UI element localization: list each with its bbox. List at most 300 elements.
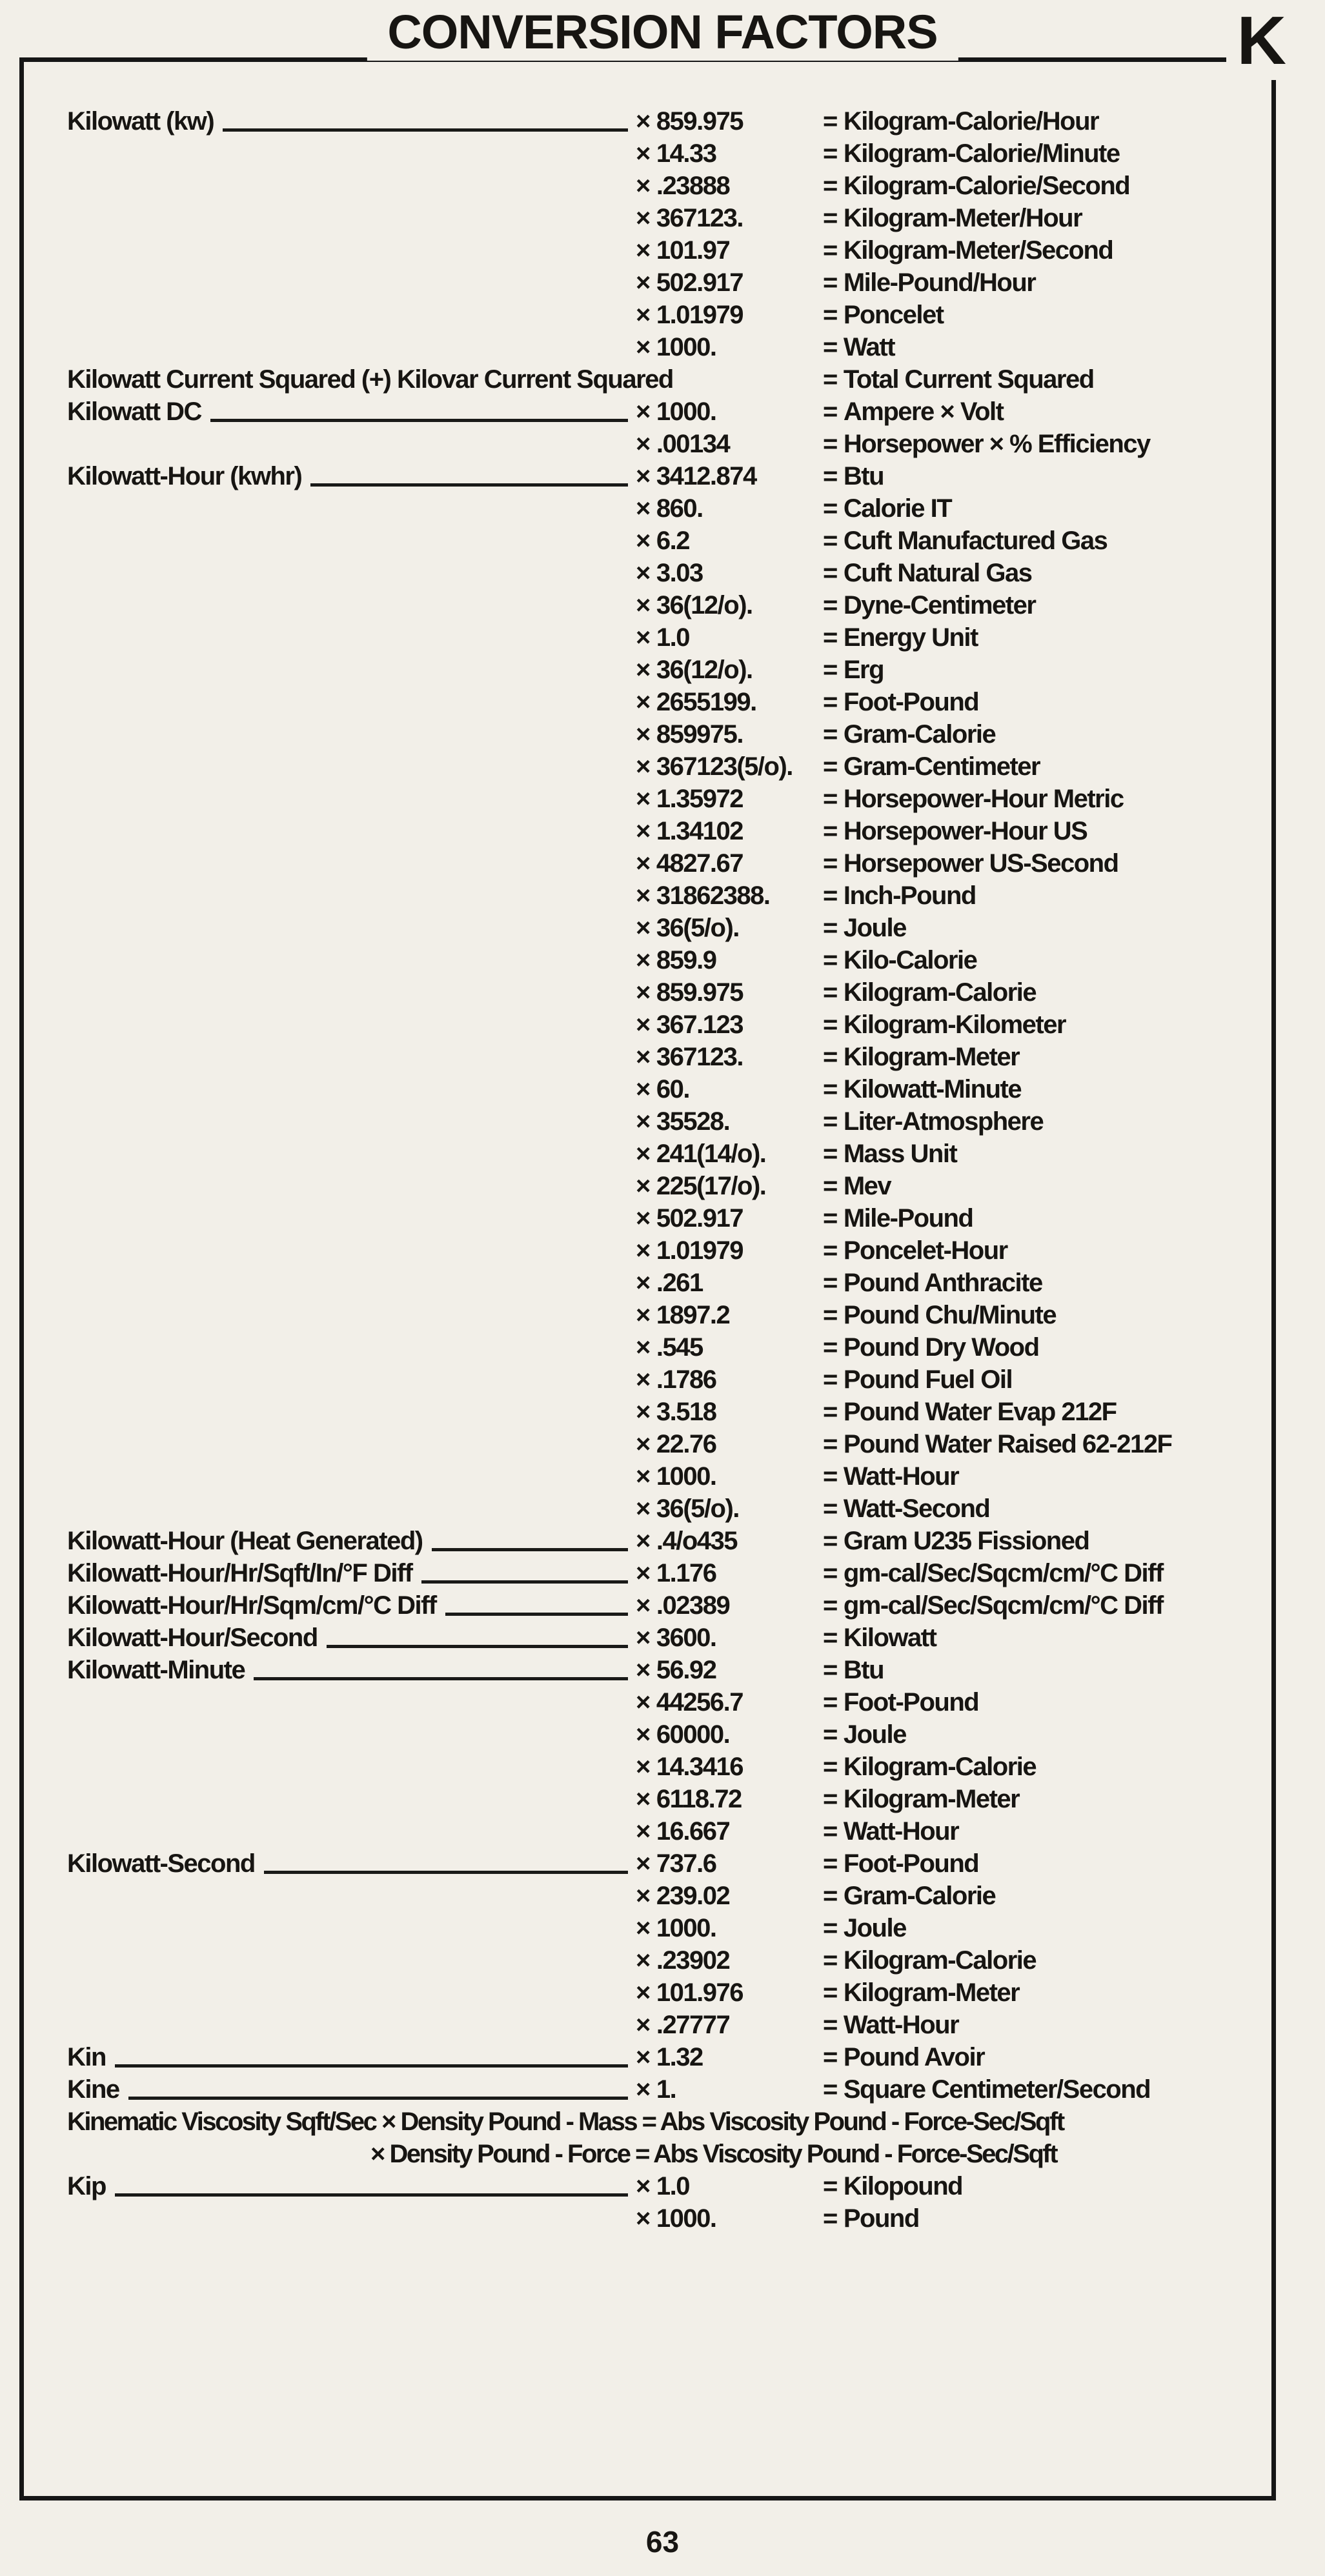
equals-sign: = [823, 268, 837, 297]
equals-sign: = [823, 752, 837, 781]
equals-sign: = [823, 2011, 837, 2039]
leader-line [310, 483, 628, 487]
section-letter: K [1226, 6, 1297, 80]
factor-value: 1897.2 [656, 1301, 730, 1329]
multiply-sign: × [636, 1462, 650, 1491]
multiply-sign: × [636, 1849, 650, 1878]
equals-sign: = [823, 1914, 837, 1942]
result-value: Kilogram-Meter [843, 1785, 1020, 1813]
factor-value: 1000. [656, 1914, 716, 1942]
equals-sign: = [823, 2172, 837, 2200]
multiply-sign: × [636, 1817, 650, 1846]
table-row [67, 525, 1235, 557]
multiply-sign: × [636, 1591, 650, 1620]
table-row [67, 1363, 1235, 1396]
factor-value: 1. [656, 2075, 676, 2104]
result-value: Kilowatt-Minute [843, 1075, 1022, 1103]
table-row [67, 1299, 1235, 1331]
table-row [67, 1815, 1235, 1847]
factor-value: 367123. [656, 1043, 743, 1071]
equals-sign: = [823, 656, 837, 684]
result-cell [823, 1234, 1235, 1267]
result-cell [823, 1847, 1235, 1880]
factor-value: .545 [656, 1333, 703, 1362]
factor-cell [636, 1944, 823, 1977]
result-value: Joule [843, 914, 906, 942]
equals-sign: = [823, 1494, 837, 1523]
multiply-sign: × [636, 688, 650, 716]
factor-value: 56.92 [656, 1656, 716, 1684]
multiply-sign: × [636, 881, 650, 910]
equals-sign: = [823, 2075, 837, 2104]
label-cell [67, 2073, 636, 2106]
equals-sign: = [823, 559, 837, 587]
result-value: Kilogram-Calorie/Minute [843, 139, 1120, 168]
result-cell [823, 1428, 1235, 1460]
factor-value: 1.01979 [656, 1236, 743, 1265]
result-cell [823, 170, 1235, 202]
result-cell [823, 1041, 1235, 1073]
label-cell [67, 105, 636, 137]
table-row [67, 1944, 1235, 1977]
factor-value: 6118.72 [656, 1785, 742, 1813]
factor-cell [636, 170, 823, 202]
result-cell [823, 880, 1235, 912]
equals-sign: = [823, 1462, 837, 1491]
equals-sign: = [823, 365, 837, 394]
factor-value: 60. [656, 1075, 689, 1103]
factor-cell [636, 1363, 823, 1396]
factor-value: .261 [656, 1269, 703, 1297]
table-row [67, 202, 1235, 234]
multiply-sign: × [636, 1011, 650, 1039]
factor-value: 16.667 [656, 1817, 730, 1846]
factor-value: 737.6 [656, 1849, 716, 1878]
table-row [67, 686, 1235, 718]
table-row [67, 1009, 1235, 1041]
result-cell [823, 396, 1235, 428]
table-row [67, 1105, 1235, 1138]
equals-sign: = [823, 591, 837, 619]
result-cell [823, 492, 1235, 525]
multiply-sign: × [636, 1559, 650, 1587]
multiply-sign: × [636, 1398, 650, 1426]
multiply-sign: × [636, 559, 650, 587]
result-value: Pound Water Raised 62-212F [843, 1430, 1172, 1458]
table-row [67, 1331, 1235, 1363]
result-cell [823, 363, 1235, 396]
result-cell [823, 1944, 1235, 1977]
result-cell [823, 1396, 1235, 1428]
result-cell [823, 428, 1235, 460]
equals-sign: = [823, 720, 837, 749]
table-row [67, 2073, 1235, 2106]
table-row [67, 396, 1235, 428]
result-value: Kilo-Calorie [843, 946, 977, 974]
factor-value: 1000. [656, 333, 716, 361]
result-value: Poncelet-Hour [843, 1236, 1007, 1265]
table-row [67, 1041, 1235, 1073]
result-cell [823, 1977, 1235, 2009]
multiply-sign: × [636, 430, 650, 458]
multiply-sign: × [636, 462, 650, 490]
result-value: Gram-Calorie [843, 720, 996, 749]
multiply-sign: × [636, 494, 650, 523]
result-value: Mass Unit [843, 1140, 957, 1168]
table-row [67, 1622, 1235, 1654]
table-row [67, 1912, 1235, 1944]
factor-cell [636, 557, 823, 589]
table-row [67, 1525, 1235, 1557]
equals-sign: = [823, 1591, 837, 1620]
result-value: Horsepower-Hour Metric [843, 785, 1124, 813]
factor-value: 859975. [656, 720, 743, 749]
factor-value: 44256.7 [656, 1688, 743, 1716]
equals-sign: = [823, 1075, 837, 1103]
factor-cell [636, 1557, 823, 1589]
leader-line [128, 2097, 628, 2100]
factor-cell [636, 912, 823, 944]
leader-line [327, 1645, 628, 1648]
table-row [67, 783, 1235, 815]
multiply-sign: × [636, 591, 650, 619]
label-cell [67, 1525, 636, 1557]
equals-sign: = [823, 849, 837, 878]
label-cell [67, 1557, 636, 1589]
page-number: 63 [645, 2525, 680, 2559]
equals-sign: = [823, 1946, 837, 1975]
result-cell [823, 750, 1235, 783]
factor-cell [636, 1847, 823, 1880]
result-value: Mile-Pound/Hour [843, 268, 1036, 297]
factor-cell [636, 1654, 823, 1686]
factor-value: 3600. [656, 1624, 716, 1652]
factor-value: 367.123 [656, 1011, 743, 1039]
multiply-sign: × [636, 107, 650, 136]
table-row [67, 880, 1235, 912]
factor-cell [636, 1815, 823, 1847]
equals-sign: = [823, 1753, 837, 1781]
table-row [67, 2041, 1235, 2073]
result-value: Watt [843, 333, 895, 361]
factor-value: 36(12/o). [656, 591, 753, 619]
factor-cell [636, 2073, 823, 2106]
table-row [67, 1589, 1235, 1622]
result-value: Watt-Hour [843, 2011, 959, 2039]
result-value: Inch-Pound [843, 881, 976, 910]
factor-cell [636, 1912, 823, 1944]
unit-label: Kilowatt-Hour/Hr/Sqft/In/°F Diff [67, 1559, 412, 1587]
equals-sign: = [823, 527, 837, 555]
result-value: Kilogram-Meter [843, 1043, 1020, 1071]
factor-value: 1000. [656, 1462, 716, 1491]
result-value: Pound Fuel Oil [843, 1365, 1013, 1394]
result-value: Kilogram-Meter/Hour [843, 204, 1082, 232]
result-cell [823, 331, 1235, 363]
result-cell [823, 557, 1235, 589]
table-row [67, 1396, 1235, 1428]
multiply-sign: × [636, 1527, 650, 1555]
table-row [67, 2170, 1235, 2202]
table-row [67, 912, 1235, 944]
label-cell [67, 1589, 636, 1622]
factor-value: 502.917 [656, 268, 743, 297]
equals-sign: = [823, 688, 837, 716]
multiply-sign: × [636, 236, 650, 265]
multiply-sign: × [636, 2011, 650, 2039]
result-cell [823, 202, 1235, 234]
result-cell [823, 718, 1235, 750]
result-cell [823, 460, 1235, 492]
leader-line [421, 1580, 628, 1584]
leader-line [115, 2193, 628, 2197]
result-cell [823, 1622, 1235, 1654]
multiply-sign: × [636, 1140, 650, 1168]
table-row [67, 2106, 1235, 2138]
multiply-sign: × [636, 656, 650, 684]
multiply-sign: × [636, 1978, 650, 2007]
result-value: Foot-Pound [843, 1688, 979, 1716]
factor-cell [636, 2170, 823, 2202]
multiply-sign: × [636, 720, 650, 749]
result-value: Kilogram-Kilometer [843, 1011, 1066, 1039]
equals-sign: = [823, 1527, 837, 1555]
result-value: Pound Water Evap 212F [843, 1398, 1117, 1426]
factor-cell [636, 1234, 823, 1267]
multiply-sign: × [636, 817, 650, 845]
equals-sign: = [823, 1656, 837, 1684]
equals-sign: = [823, 785, 837, 813]
result-value: Watt-Hour [843, 1817, 959, 1846]
factor-cell [636, 1525, 823, 1557]
table-row [67, 976, 1235, 1009]
result-cell [823, 299, 1235, 331]
table-row [67, 847, 1235, 880]
result-cell [823, 1557, 1235, 1589]
factor-cell [636, 1428, 823, 1460]
result-cell [823, 1105, 1235, 1138]
label-cell [67, 1654, 636, 1686]
equals-sign: = [823, 107, 837, 136]
table-row [67, 428, 1235, 460]
result-value: Kilogram-Calorie/Hour [843, 107, 1099, 136]
multiply-sign: × [636, 1914, 650, 1942]
equals-sign: = [823, 1333, 837, 1362]
leader-line [223, 128, 628, 132]
equals-sign: = [823, 494, 837, 523]
factor-cell [636, 1331, 823, 1363]
result-cell [823, 1718, 1235, 1751]
factor-value: 367123(5/o). [656, 752, 793, 781]
multiply-sign: × [636, 1043, 650, 1071]
factor-value: 14.33 [656, 139, 716, 168]
factor-value: .1786 [656, 1365, 716, 1394]
multiply-sign: × [636, 752, 650, 781]
factor-value: 4827.67 [656, 849, 743, 878]
table-row [67, 105, 1235, 137]
result-value: Kilogram-Calorie [843, 1753, 1037, 1781]
table-row [67, 170, 1235, 202]
factor-cell [636, 1009, 823, 1041]
factor-value: 6.2 [656, 527, 689, 555]
multiply-sign: × [636, 397, 650, 426]
equals-sign: = [823, 204, 837, 232]
factor-cell [636, 880, 823, 912]
factor-cell [636, 202, 823, 234]
leader-line [115, 2064, 628, 2068]
multiply-sign: × [636, 2172, 650, 2200]
factor-value: 241(14/o). [656, 1140, 766, 1168]
result-value: Watt-Second [843, 1494, 990, 1523]
equals-sign: = [823, 914, 837, 942]
factor-value: 1.32 [656, 2043, 703, 2071]
factor-cell [636, 783, 823, 815]
multiply-sign: × [636, 1107, 650, 1136]
multiply-sign: × [636, 1172, 650, 1200]
equals-sign: = [823, 1107, 837, 1136]
factor-cell [636, 847, 823, 880]
multiply-sign: × [636, 1365, 650, 1394]
label-cell [67, 460, 636, 492]
factor-value: 1.01979 [656, 301, 743, 329]
equals-sign: = [823, 1720, 837, 1749]
table-row [67, 718, 1235, 750]
factor-value: 60000. [656, 1720, 730, 1749]
result-value: Horsepower US-Second [843, 849, 1118, 878]
factor-cell [636, 1589, 823, 1622]
equals-sign: = [823, 946, 837, 974]
factor-cell [636, 1718, 823, 1751]
table-row [67, 1170, 1235, 1202]
result-cell [823, 1363, 1235, 1396]
result-value: Total Current Squared [843, 365, 1094, 394]
equals-sign: = [823, 881, 837, 910]
result-cell [823, 847, 1235, 880]
factor-cell [636, 492, 823, 525]
result-cell [823, 686, 1235, 718]
result-value: Liter-Atmosphere [843, 1107, 1044, 1136]
factor-cell [636, 1202, 823, 1234]
multiply-sign: × [636, 1656, 650, 1684]
result-cell [823, 1138, 1235, 1170]
multiply-sign: × [636, 1946, 650, 1975]
conversion-table [67, 105, 1235, 2235]
equals-sign: = [823, 1236, 837, 1265]
result-cell [823, 525, 1235, 557]
factor-cell [636, 1880, 823, 1912]
multiply-sign: × [636, 1720, 650, 1749]
result-cell [823, 654, 1235, 686]
equation-text: × Density Pound - Force = Abs Viscosity Pound - Force-Sec/Sqft [370, 2140, 1057, 2168]
label-cell [67, 396, 636, 428]
result-cell [823, 1009, 1235, 1041]
multiply-sign: × [636, 1785, 650, 1813]
result-value: Kilopound [843, 2172, 963, 2200]
multiply-sign: × [636, 849, 650, 878]
factor-cell [636, 2041, 823, 2073]
leader-line [264, 1871, 628, 1874]
table-row [67, 1686, 1235, 1718]
factor-value: 859.975 [656, 978, 743, 1007]
factor-value: 860. [656, 494, 703, 523]
equals-sign: = [823, 1140, 837, 1168]
multiply-sign: × [636, 978, 650, 1007]
result-value: Btu [843, 462, 884, 490]
result-cell [823, 1783, 1235, 1815]
multiply-sign: × [636, 1075, 650, 1103]
equals-sign: = [823, 462, 837, 490]
result-cell [823, 2202, 1235, 2235]
result-value: Watt-Hour [843, 1462, 959, 1491]
equals-sign: = [823, 1849, 837, 1878]
result-value: Joule [843, 1914, 906, 1942]
result-value: Kilogram-Calorie/Second [843, 172, 1130, 200]
factor-cell [636, 1170, 823, 1202]
equals-sign: = [823, 1978, 837, 2007]
factor-cell [636, 976, 823, 1009]
result-value: Joule [843, 1720, 906, 1749]
leader-line [445, 1613, 628, 1616]
factor-cell [636, 686, 823, 718]
table-row [67, 492, 1235, 525]
table-row [67, 267, 1235, 299]
equals-sign: = [823, 301, 837, 329]
equals-sign: = [823, 172, 837, 200]
result-value: Foot-Pound [843, 1849, 979, 1878]
result-value: Mile-Pound [843, 1204, 973, 1233]
result-value: Energy Unit [843, 623, 978, 652]
result-value: Pound Anthracite [843, 1269, 1042, 1297]
result-cell [823, 1493, 1235, 1525]
table-row [67, 1202, 1235, 1234]
result-cell [823, 267, 1235, 299]
factor-value: 3412.874 [656, 462, 756, 490]
unit-label: Kilowatt-Hour/Hr/Sqm/cm/°C Diff [67, 1591, 436, 1620]
factor-value: .23902 [656, 1946, 730, 1975]
unit-label: Kin [67, 2043, 106, 2071]
factor-value: .02389 [656, 1591, 730, 1620]
factor-cell [636, 525, 823, 557]
factor-cell [636, 1041, 823, 1073]
equals-sign: = [823, 817, 837, 845]
result-cell [823, 1202, 1235, 1234]
factor-cell [636, 1396, 823, 1428]
result-cell [823, 1912, 1235, 1944]
factor-value: 35528. [656, 1107, 730, 1136]
factor-value: 367123. [656, 204, 743, 232]
multiply-sign: × [636, 1236, 650, 1265]
result-cell [823, 1460, 1235, 1493]
result-cell [823, 1686, 1235, 1718]
result-cell [823, 912, 1235, 944]
factor-value: .4/o435 [656, 1527, 738, 1555]
label-cell [67, 1847, 636, 1880]
unit-label: Kilowatt-Second [67, 1849, 255, 1878]
result-value: Kilowatt [843, 1624, 936, 1652]
equals-sign: = [823, 1172, 837, 1200]
factor-cell [636, 621, 823, 654]
unit-label: Kilowatt-Hour (Heat Generated) [67, 1527, 423, 1555]
result-value: Pound Chu/Minute [843, 1301, 1057, 1329]
factor-cell [636, 1460, 823, 1493]
multiply-sign: × [636, 1269, 650, 1297]
table-row [67, 1073, 1235, 1105]
result-cell [823, 2041, 1235, 2073]
factor-value: .00134 [656, 430, 730, 458]
factor-cell [636, 1493, 823, 1525]
factor-value: 3.03 [656, 559, 703, 587]
result-cell [823, 815, 1235, 847]
